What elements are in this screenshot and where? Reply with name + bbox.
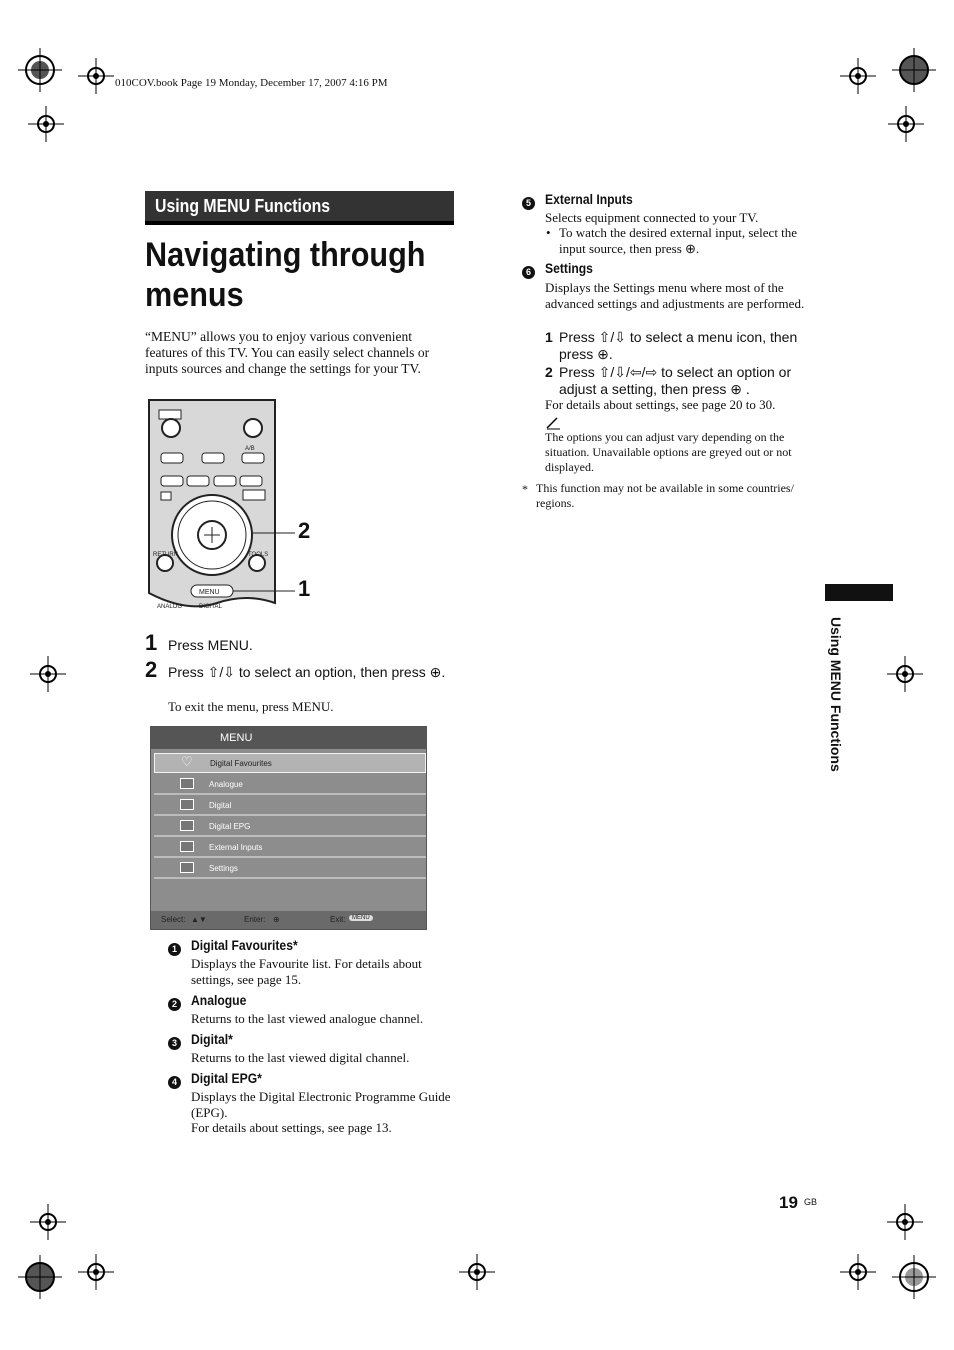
tv-menu-item-digital-favourites[interactable]: ♡ Digital Favourites: [154, 753, 426, 773]
item-4-number: 4: [168, 1076, 181, 1089]
item-2-block: [168, 993, 247, 1012]
registration-mark-bottom-right: [892, 1255, 936, 1299]
item-2-title: Analogue: [191, 993, 247, 1008]
input-arrow-icon: [180, 841, 194, 852]
step-2-text: Press ⇧/⇩ to select an option, then press ⊕.: [168, 664, 446, 680]
crosshair-left-middle: [30, 656, 70, 696]
tv-menu-footer-enter: Enter:: [244, 915, 266, 924]
registration-mark-bottom-left: [18, 1255, 62, 1299]
intro-paragraph: “MENU” allows you to enjoy various convenient features of this TV. You can easily select channels or inputs sources and change the settings for your TV.: [145, 329, 430, 376]
item-3-desc: Returns to the last viewed digital channel.: [191, 1050, 410, 1065]
crosshair-right-lower: [887, 1204, 927, 1244]
remote-callout-1: 1: [298, 576, 311, 601]
crosshair-right-middle: [887, 656, 927, 696]
remote-callout-2: 2: [298, 518, 311, 543]
tv-menu-item-digital[interactable]: Digital: [154, 796, 426, 816]
item-3-title: Digital*: [191, 1032, 233, 1047]
settings-step-1-text: Press ⇧/⇩ to select a menu icon, then press ⊕.: [559, 329, 798, 362]
crosshair-left-lower: [30, 1204, 70, 1244]
crosshair-bottom-right: [840, 1254, 880, 1294]
item-5-bullet-marker: •: [546, 225, 551, 240]
footnote-mark: *: [522, 482, 528, 496]
chapter-tab-marker: [825, 584, 893, 601]
crosshair-top-right: [840, 58, 880, 98]
tv-menu-item-external-inputs[interactable]: External Inputs: [154, 838, 426, 858]
step-2-note: To exit the menu, press MENU.: [168, 699, 334, 714]
analogue-tv-icon: [180, 778, 194, 789]
item-4-desc-2: For details about settings, see page 13.: [191, 1120, 392, 1135]
item-3-block: [168, 1032, 233, 1051]
item-1-block: [168, 938, 298, 957]
tv-menu-item-analogue[interactable]: Analogue: [154, 775, 426, 795]
item-4-block: [168, 1071, 262, 1090]
epg-list-icon: [180, 820, 194, 831]
section-title: Using MENU Functions: [155, 196, 331, 216]
item-2-desc: Returns to the last viewed analogue channel.: [191, 1011, 424, 1026]
crosshair-right-upper: [888, 106, 928, 146]
item-5-title: External Inputs: [545, 192, 633, 207]
settings-step-1-number: 1: [545, 329, 553, 345]
svg-text:DIGITAL: DIGITAL: [199, 604, 222, 610]
up-down-arrow-icon: ▲▼: [191, 915, 207, 924]
tv-menu-footer: [151, 911, 426, 929]
page-title: Navigating through menus: [145, 236, 426, 314]
svg-text:A/B: A/B: [245, 446, 255, 452]
page-number: 19: [779, 1193, 798, 1212]
svg-text:RETURN: RETURN: [153, 552, 178, 558]
item-1-title: Digital Favourites*: [191, 938, 298, 953]
item-2-number: 2: [168, 998, 181, 1011]
item-6-block: [522, 261, 593, 280]
item-5-bullet: To watch the desired external input, select the input source, then press ⊕.: [559, 225, 798, 256]
tv-menu-item-settings[interactable]: Settings: [154, 859, 426, 879]
item-4-desc: Displays the Digital Electronic Programme Guide (EPG).: [191, 1089, 451, 1120]
item-1-desc: Displays the Favourite list. For details about settings, see page 15.: [191, 956, 422, 987]
svg-text:MENU: MENU: [199, 589, 220, 596]
item-6-number: 6: [522, 266, 535, 279]
tv-menu-footer-exit-key: MENU: [349, 915, 373, 921]
tv-menu-screen: [150, 726, 427, 930]
item-6-desc: Displays the Settings menu where most of the advanced settings and adjustments are performed.: [545, 280, 805, 311]
step-2-number: 2: [145, 657, 158, 682]
tv-menu-item-digital-epg[interactable]: Digital EPG: [154, 817, 426, 837]
item-5-block: [522, 192, 633, 211]
toolbox-icon: [180, 862, 194, 873]
section-title-bar: [145, 191, 454, 225]
heart-icon: ♡: [181, 754, 193, 769]
page-locale: GB: [804, 1197, 818, 1207]
svg-text:TOOLS: TOOLS: [248, 552, 269, 558]
crosshair-bottom-center: [459, 1254, 499, 1294]
registration-mark-top-right: [892, 48, 936, 92]
crosshair-left-upper: [28, 106, 68, 146]
chapter-side-label: Using MENU Functions: [828, 617, 844, 772]
item-4-title: Digital EPG*: [191, 1071, 262, 1086]
enter-icon: ⊕: [273, 915, 280, 924]
step-1-number: 1: [145, 630, 158, 655]
item-3-number: 3: [168, 1037, 181, 1050]
item-5-desc: Selects equipment connected to your TV.: [545, 210, 759, 225]
settings-step-2-number: 2: [545, 364, 553, 380]
settings-step-2-text: Press ⇧/⇩/⇦/⇨ to select an option or adjust a setting, then press ⊕ .: [559, 364, 792, 397]
tv-menu-title: MENU: [220, 732, 253, 744]
tv-menu-footer-select: Select:: [161, 915, 186, 924]
note-text: The options you can adjust vary depending on the situation. Unavailable options are greyed out or not displayed.: [545, 430, 792, 474]
item-5-number: 5: [522, 197, 535, 210]
item-6-title: Settings: [545, 261, 593, 276]
tv-menu-footer-exit: Exit:: [330, 915, 346, 924]
crosshair-bottom-left: [78, 1254, 118, 1294]
book-header-info: 010COV.book Page 19 Monday, December 17, 2007 4:16 PM: [115, 77, 388, 89]
settings-details: For details about settings, see page 20 to 30.: [545, 397, 776, 412]
svg-text:ANALOG: ANALOG: [157, 604, 183, 610]
digital-tv-icon: [180, 799, 194, 810]
tv-menu-header: [151, 727, 426, 749]
step-1-text: Press MENU.: [168, 637, 253, 653]
registration-mark-top-left: [18, 48, 78, 108]
footnote-text: This function may not be available in some countries/ regions.: [536, 481, 794, 510]
crosshair-top-left: [78, 58, 118, 98]
item-1-number: 1: [168, 943, 181, 956]
